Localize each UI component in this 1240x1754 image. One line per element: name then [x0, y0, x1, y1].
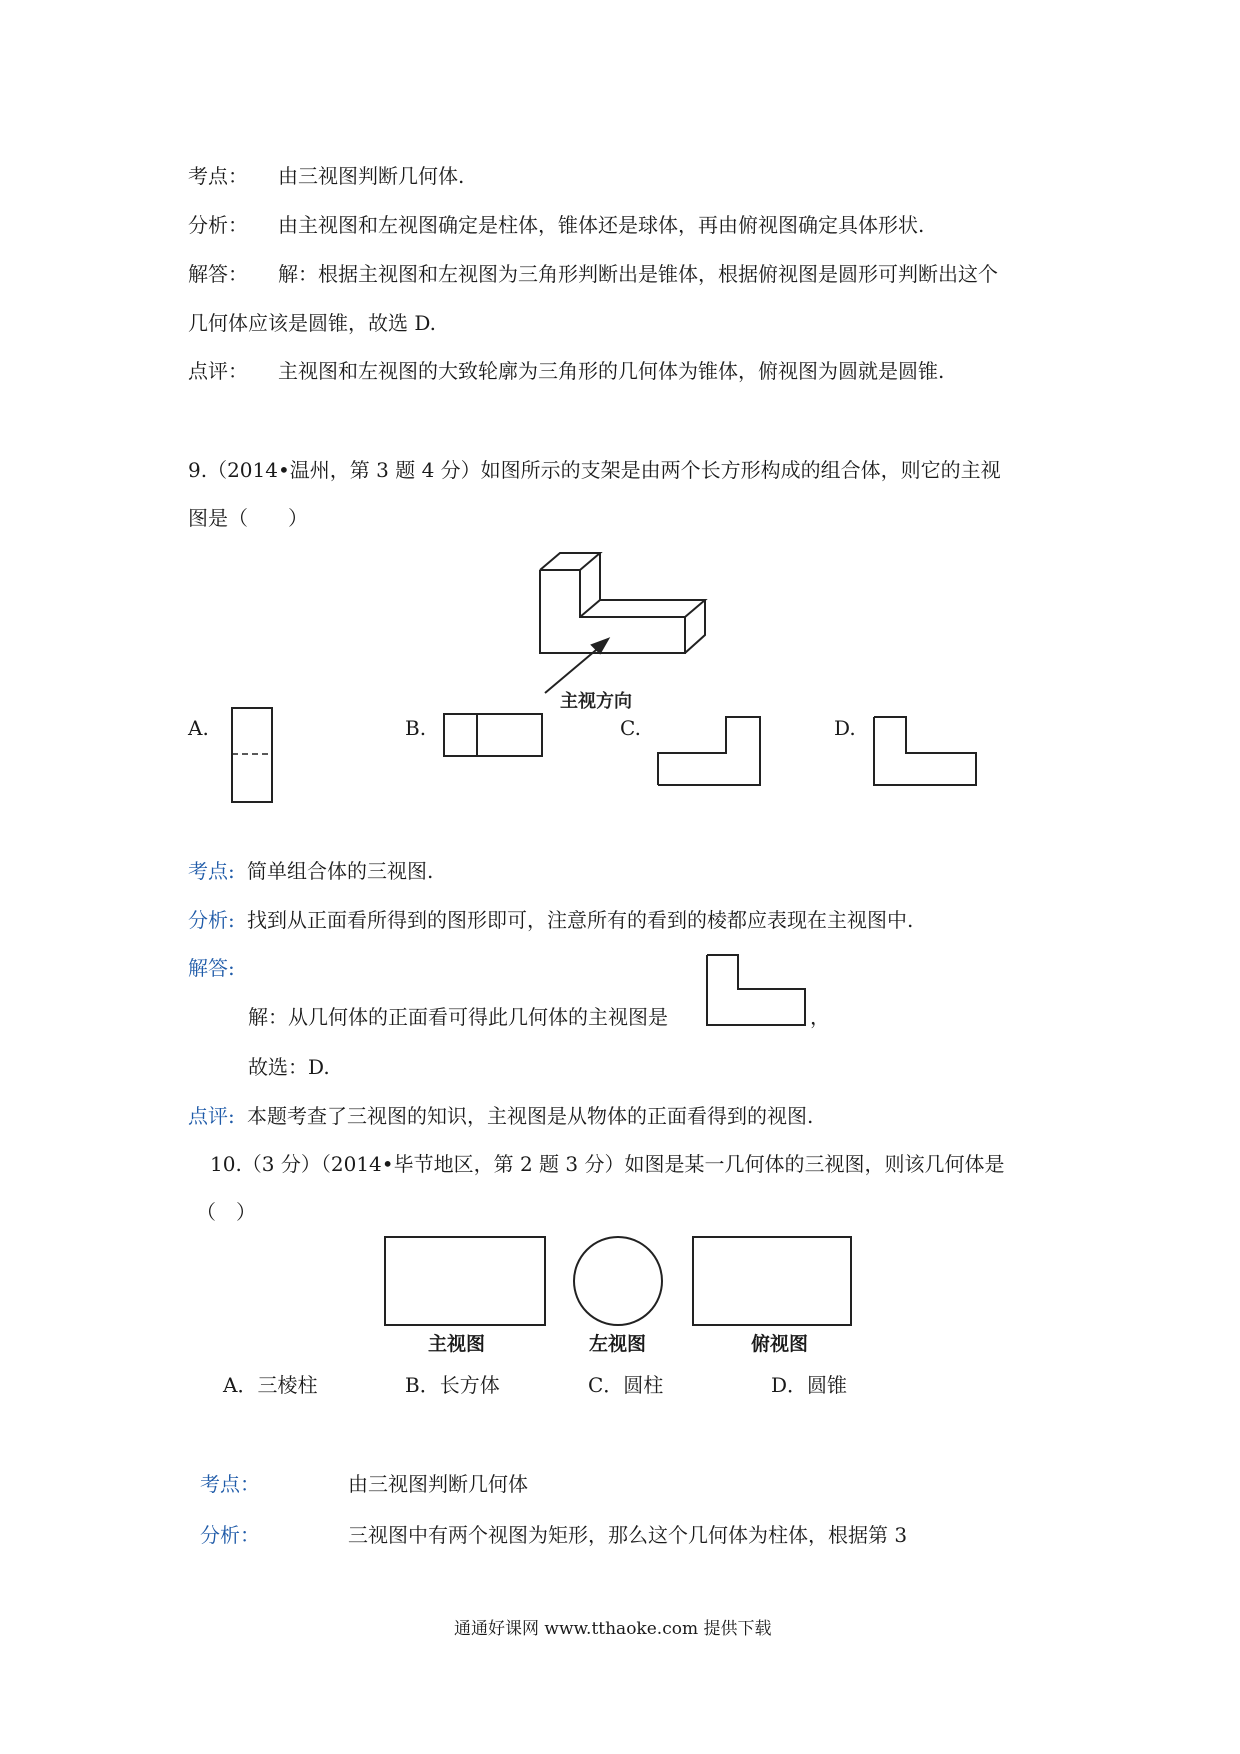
q10-option-b: B．长方体: [405, 1373, 500, 1397]
q9-stem-line1: 9.（2014•温州，第 3 题 4 分）如图所示的支架是由两个长方形构成的组合体，则它的主视: [188, 458, 1001, 482]
q10-kaodian-label: 考点：: [200, 1472, 260, 1496]
q10-view-left-label: 左视图: [589, 1333, 647, 1355]
q9-dianping-text: 本题考查了三视图的知识，主视图是从物体的正面看得到的视图.: [247, 1104, 814, 1128]
dianping-label-8: 点评：: [188, 359, 248, 383]
q9-stem-line2: 图是（ ）: [188, 506, 308, 530]
q10-fenxi-text: 三视图中有两个视图为矩形，那么这个几何体为柱体，根据第 3: [348, 1523, 908, 1547]
q9-jieda-line2: 故选：D.: [248, 1055, 330, 1079]
q9-fenxi-label: 分析:: [188, 908, 235, 932]
q9-jieda-figure: [705, 953, 807, 1027]
fenxi-text-8: 由主视图和左视图确定是柱体，锥体还是球体，再由俯视图确定具体形状.: [278, 213, 925, 237]
q9-dianping-label: 点评:: [188, 1104, 235, 1128]
q9-option-c-figure: [656, 715, 762, 787]
dianping-text-8: 主视图和左视图的大致轮廓为三角形的几何体为锥体，俯视图为圆就是圆锥.: [278, 359, 945, 383]
q9-jieda-label: 解答:: [188, 956, 235, 980]
page-footer: 通通好课网 www.tthaoke.com 提供下载: [454, 1619, 772, 1639]
q9-kaodian-label: 考点:: [188, 859, 235, 883]
fenxi-label-8: 分析：: [188, 213, 248, 237]
q9-option-a-label: A.: [188, 716, 209, 740]
q9-option-a-figure: [230, 706, 274, 804]
q9-arrow-caption: 主视方向: [560, 691, 632, 710]
q9-kaodian-text: 简单组合体的三视图.: [247, 859, 434, 883]
jieda-line1-8: 解：根据主视图和左视图为三角形判断出是锥体，根据俯视图是圆形可判断出这个: [278, 262, 998, 286]
kaodian-label-8: 考点：: [188, 164, 248, 188]
q10-option-c: C．圆柱: [588, 1373, 664, 1397]
q10-stem-line2: （ ）: [196, 1200, 256, 1224]
q10-view-front-label: 主视图: [428, 1333, 486, 1355]
q9-bracket-figure: [520, 545, 720, 710]
kaodian-text-8: 由三视图判断几何体.: [278, 164, 465, 188]
q9-jieda-comma: ，: [810, 1005, 830, 1029]
q9-option-c-label: C.: [620, 716, 641, 740]
jieda-line2-8: 几何体应该是圆锥，故选 D.: [188, 311, 437, 335]
q9-option-d-figure: [872, 715, 978, 787]
q9-option-d-label: D.: [834, 716, 856, 740]
jieda-label-8: 解答：: [188, 262, 248, 286]
q10-option-a: A．三棱柱: [223, 1373, 318, 1397]
q10-fenxi-label: 分析：: [200, 1523, 260, 1547]
q10-option-d: D．圆锥: [771, 1373, 848, 1397]
q10-view-top-label: 俯视图: [751, 1333, 809, 1355]
q9-jieda-line1: 解：从几何体的正面看可得此几何体的主视图是: [248, 1005, 668, 1029]
q10-kaodian-text: 由三视图判断几何体: [348, 1472, 528, 1496]
q10-stem-line1: 10.（3 分）（2014•毕节地区，第 2 题 3 分）如图是某一几何体的三视图，则该几何体是: [210, 1152, 1005, 1176]
q9-fenxi-text: 找到从正面看所得到的图形即可，注意所有的看到的棱都应表现在主视图中.: [247, 908, 914, 932]
q9-option-b-label: B.: [405, 716, 427, 740]
q9-option-b-figure: [442, 712, 544, 758]
